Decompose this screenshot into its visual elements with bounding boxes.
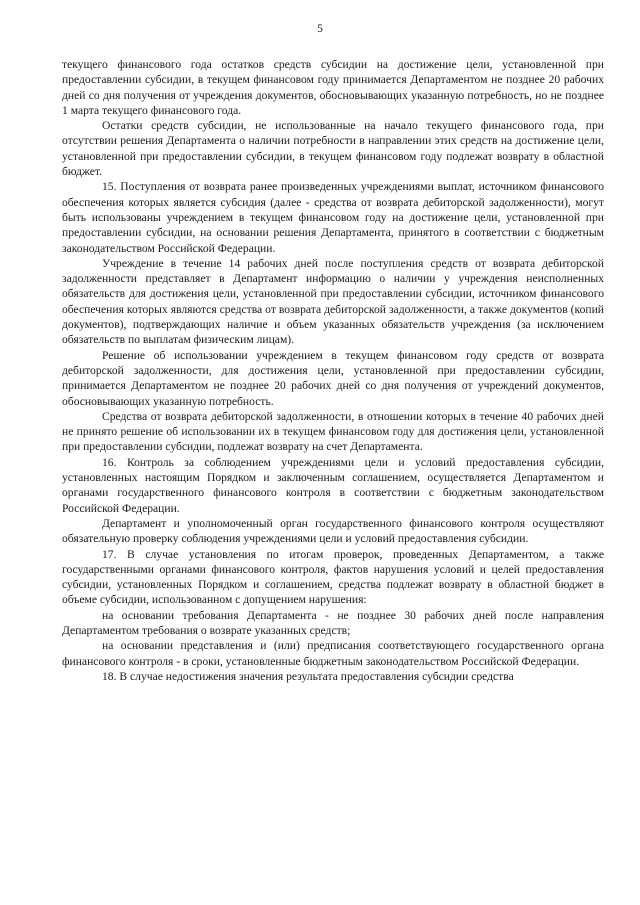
paragraph: на основании представления и (или) предписания соответствующего государственного органа финансового контроля - в сроки, установленные бюджетным законодательством Российской Федерации. bbox=[62, 639, 604, 668]
paragraph: 18. В случае недостижения значения результата предоставления субсидии средства bbox=[102, 669, 514, 683]
paragraph: Остатки средств субсидии, не использованные на начало текущего финансового года, при отсутствии решения Департамента о наличии потребности в направлении этих средств на достижение цели, установленной при предоставлении субсидии, в текущем финансовом году подлежат возврату в областной бюджет. bbox=[62, 119, 604, 179]
paragraph: 16. Контроль за соблюдением учреждениями цели и условий предоставления субсидии, установленных настоящим Порядком и заключенным соглашением, осуществляется Департаментом и органами государственного финансового контроля в соответствии с бюджетным законодательством Российской Федерации. bbox=[62, 455, 604, 515]
page-number: 5 bbox=[317, 23, 323, 35]
paragraph: 17. В случае установления по итогам проверок, проведенных Департаментом, а также государственными органами финансового контроля, фактов нарушения условий и целей предоставления субсидии, установленных Порядком и соглашением, средства подлежат возврату в областной бюджет в объеме субсидии, использованном с допущением нарушения: bbox=[62, 547, 604, 607]
paragraph: 15. Поступления от возврата ранее произведенных учреждениями выплат, источником финансового обеспечения которых является субсидия (далее - средства от возврата дебиторской задолженности), могут быть использованы учреждением в текущем финансовом году на достижение цели, установленной при предоставлении субсидии, на основании решения Департамента, принятого в соответствии с бюджетным законодательством Российской Федерации. bbox=[62, 180, 604, 255]
document-body bbox=[62, 57, 604, 684]
paragraph: на основании требования Департамента - не позднее 30 рабочих дней после направления Департаментом требования о возврате указанных средств; bbox=[62, 608, 604, 637]
paragraph: Решение об использовании учреждением в текущем финансовом году средств от возврата дебиторской задолженности, для достижения цели, установленной при предоставлении субсидии, принимается Департаментом не позднее 20 рабочих дней со дня получения от учреждений документов, обосновывающих указанную потребность. bbox=[62, 348, 604, 408]
paragraph: Учреждение в течение 14 рабочих дней после поступления средств от возврата дебиторской задолженности представляет в Департамент информацию о наличии у учреждения неисполненных обязательств для достижения цели, установленной при предоставлении субсидии, источником финансового обеспечения которых являются средства от возврата дебиторской задолженности, а также документов (копий документов), подтверждающих наличие и объем указанных обязательств учреждения (за исключением обязательств по выплатам физическим лицам). bbox=[62, 256, 604, 347]
paragraph: Департамент и уполномоченный орган государственного финансового контроля осуществляют обязательную проверку соблюдения учреждениями цели и условий предоставления субсидии. bbox=[62, 516, 604, 546]
paragraph: Средства от возврата дебиторской задолженности, в отношении которых в течение 40 рабочих дней не принято решение об использовании их в текущем финансовом году для достижения цели, установленной при предоставлении субсидии, подлежат возврату на счет Департамента. bbox=[62, 409, 604, 454]
paragraph: текущего финансового года остатков средств субсидии на достижение цели, установленной при предоставлении субсидии, в текущем финансовом году принимается Департаментом не позднее 20 рабочих дней со дня получения от учреждения документов, обосновывающих указанную потребность, но не позднее 1 марта текущего финансового года. bbox=[62, 58, 604, 117]
